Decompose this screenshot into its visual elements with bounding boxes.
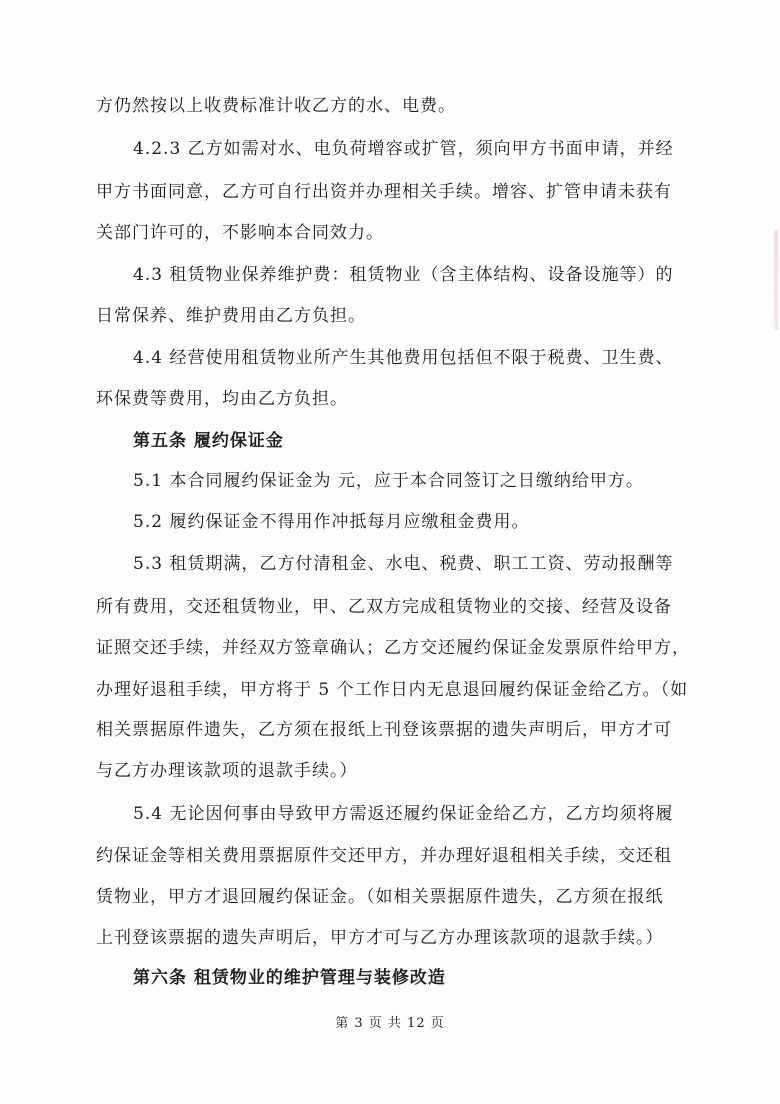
text-line: 赁物业，甲方才退回履约保证金。（如相关票据原件遗失，乙方须在报纸 (96, 887, 664, 907)
text-line: 5.4 无论因何事由导致甲方需返还履约保证金给乙方，乙方均须将履 (133, 804, 674, 824)
text-line: 上刊登该票据的遗失声明后，甲方才可与乙方办理该款项的退款手续。） (96, 928, 664, 948)
text-line: 证照交还手续，并经双方签章确认；乙方交还履约保证金发票原件给甲方， (96, 638, 690, 658)
text-line: 与乙方办理该款项的退款手续。） (96, 761, 358, 781)
text-line: 4.3 租赁物业保养维护费：租赁物业（含主体结构、设备设施等）的 (133, 265, 674, 285)
text-line: 所有费用，交还租赁物业，甲、乙双方完成租赁物业的交接、经营及设备 (96, 597, 672, 617)
text-line: 环保费等费用，均由乙方负担。 (96, 389, 348, 409)
text-line: 相关票据原件遗失，乙方须在报纸上刊登该票据的遗失声明后，甲方才可 (96, 720, 672, 740)
page-edge-mark (774, 230, 778, 330)
text-line: 甲方书面同意，乙方可自行出资并办理相关手续。增容、扩管申请未获有 (96, 182, 672, 202)
text-line: 方仍然按以上收费标准计收乙方的水、电费。 (96, 96, 456, 116)
text-line: 4.4 经营使用租赁物业所产生其他费用包括但不限于税费、卫生费、 (133, 348, 674, 368)
text-line: 关部门许可的，不影响本合同效力。 (96, 223, 384, 243)
page-number-footer: 第 3 页 共 12 页 (335, 1016, 445, 1031)
text-line: 办理好退租手续，甲方将于 5 个工作日内无息退回履约保证金给乙方。（如 (96, 680, 689, 700)
text-line: 5.1 本合同履约保证金为 元，应于本合同签订之日缴纳给甲方。 (133, 471, 644, 491)
text-line: 4.2.3 乙方如需对水、电负荷增容或扩管，须向甲方书面申请，并经 (133, 139, 674, 159)
section-heading: 第六条 租赁物业的维护管理与装修改造 (133, 968, 446, 988)
section-heading: 第五条 履约保证金 (133, 431, 284, 451)
text-line: 5.3 租赁期满，乙方付清租金、水电、税费、职工工资、劳动报酬等 (133, 554, 674, 574)
text-line: 5.2 履约保证金不得用作冲抵每月应缴租金费用。 (133, 512, 530, 532)
text-line: 日常保养、维护费用由乙方负担。 (96, 306, 366, 326)
text-line: 约保证金等相关费用票据原件交还甲方，并办理好退租相关手续，交还租 (96, 846, 672, 866)
